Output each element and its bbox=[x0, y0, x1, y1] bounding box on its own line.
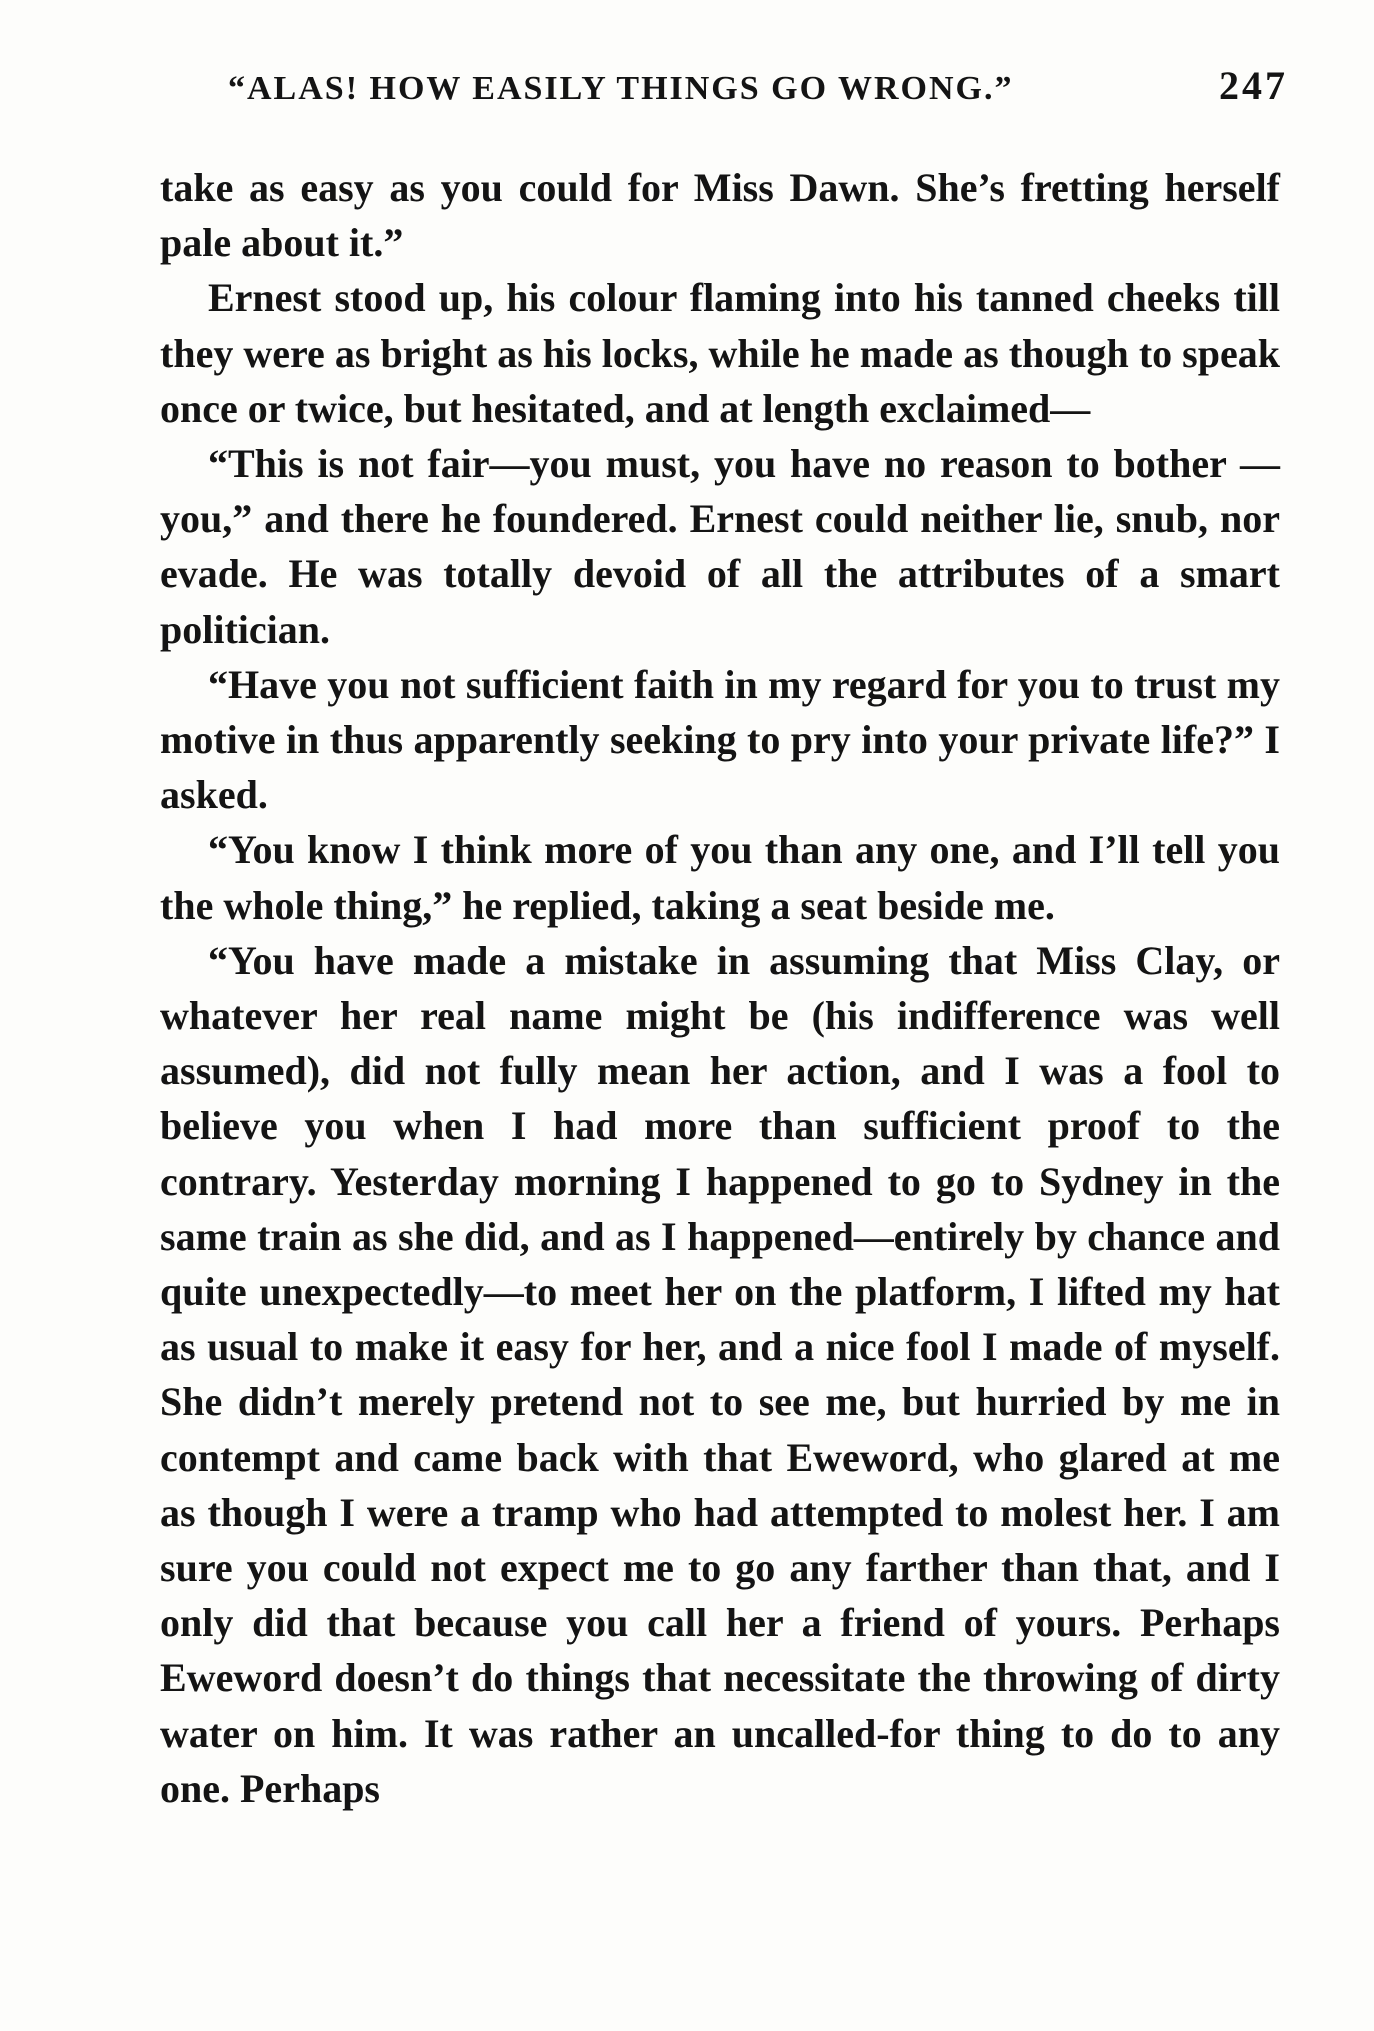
page-number: 247 bbox=[1219, 63, 1288, 108]
paragraph: Ernest stood up, his colour flaming into his tanned cheeks till they were as bright as his locks, while he made as though to speak once or twice, but hesitated, and at length exclaimed— bbox=[160, 275, 1280, 431]
paragraph: take as easy as you could for Miss Dawn. She’s fretting herself pale about it.” bbox=[160, 165, 1280, 266]
paragraph: “You know I think more of you than any one, and I’ll tell you the whole thing,” he replied, taking a seat beside me. bbox=[160, 827, 1280, 928]
chapter-title: “ALAS! HOW EASILY THINGS GO WRONG.” bbox=[228, 70, 1014, 107]
paragraph: “This is not fair—you must, you have no reason to bother — you,” and there he foundered. Ernest could neither lie, snub, nor evade. He was totally devoid of all the attributes of a smart politician. bbox=[160, 441, 1280, 652]
paragraph: “Have you not sufficient faith in my regard for you to trust my motive in thus apparently seeking to pry into your private life?” I asked. bbox=[160, 661, 1280, 818]
paragraph: “You have made a mistake in assuming that Miss Clay, or whatever her real name might be (his indifference was well assumed), did not fully mean her action, and I was a fool to believe you when I had more than sufficient proof to the contrary. Yesterday morning I happened to go to Sydney in the same train as she did, and as I happened—entirely by chance and quite unexpectedly—to meet her on the platform, I lifted my hat as usual to make it easy for her, and a nice fool I made of myself. She didn’t merely pretend not to see me, but hurried by me in contempt and came back with that Eweword, who glared at me as though I were a tramp who had attempted to molest her. I am sure you could not expect me to go any farther than that, and I only did that because you call her a friend of yours. Perhaps Eweword doesn’t do things that necessitate the throwing of dirty water on him. It was rather an uncalled-for thing to do to any one. Perhaps bbox=[160, 937, 1280, 1811]
body-text bbox=[160, 160, 1280, 1816]
running-head bbox=[228, 62, 1288, 122]
